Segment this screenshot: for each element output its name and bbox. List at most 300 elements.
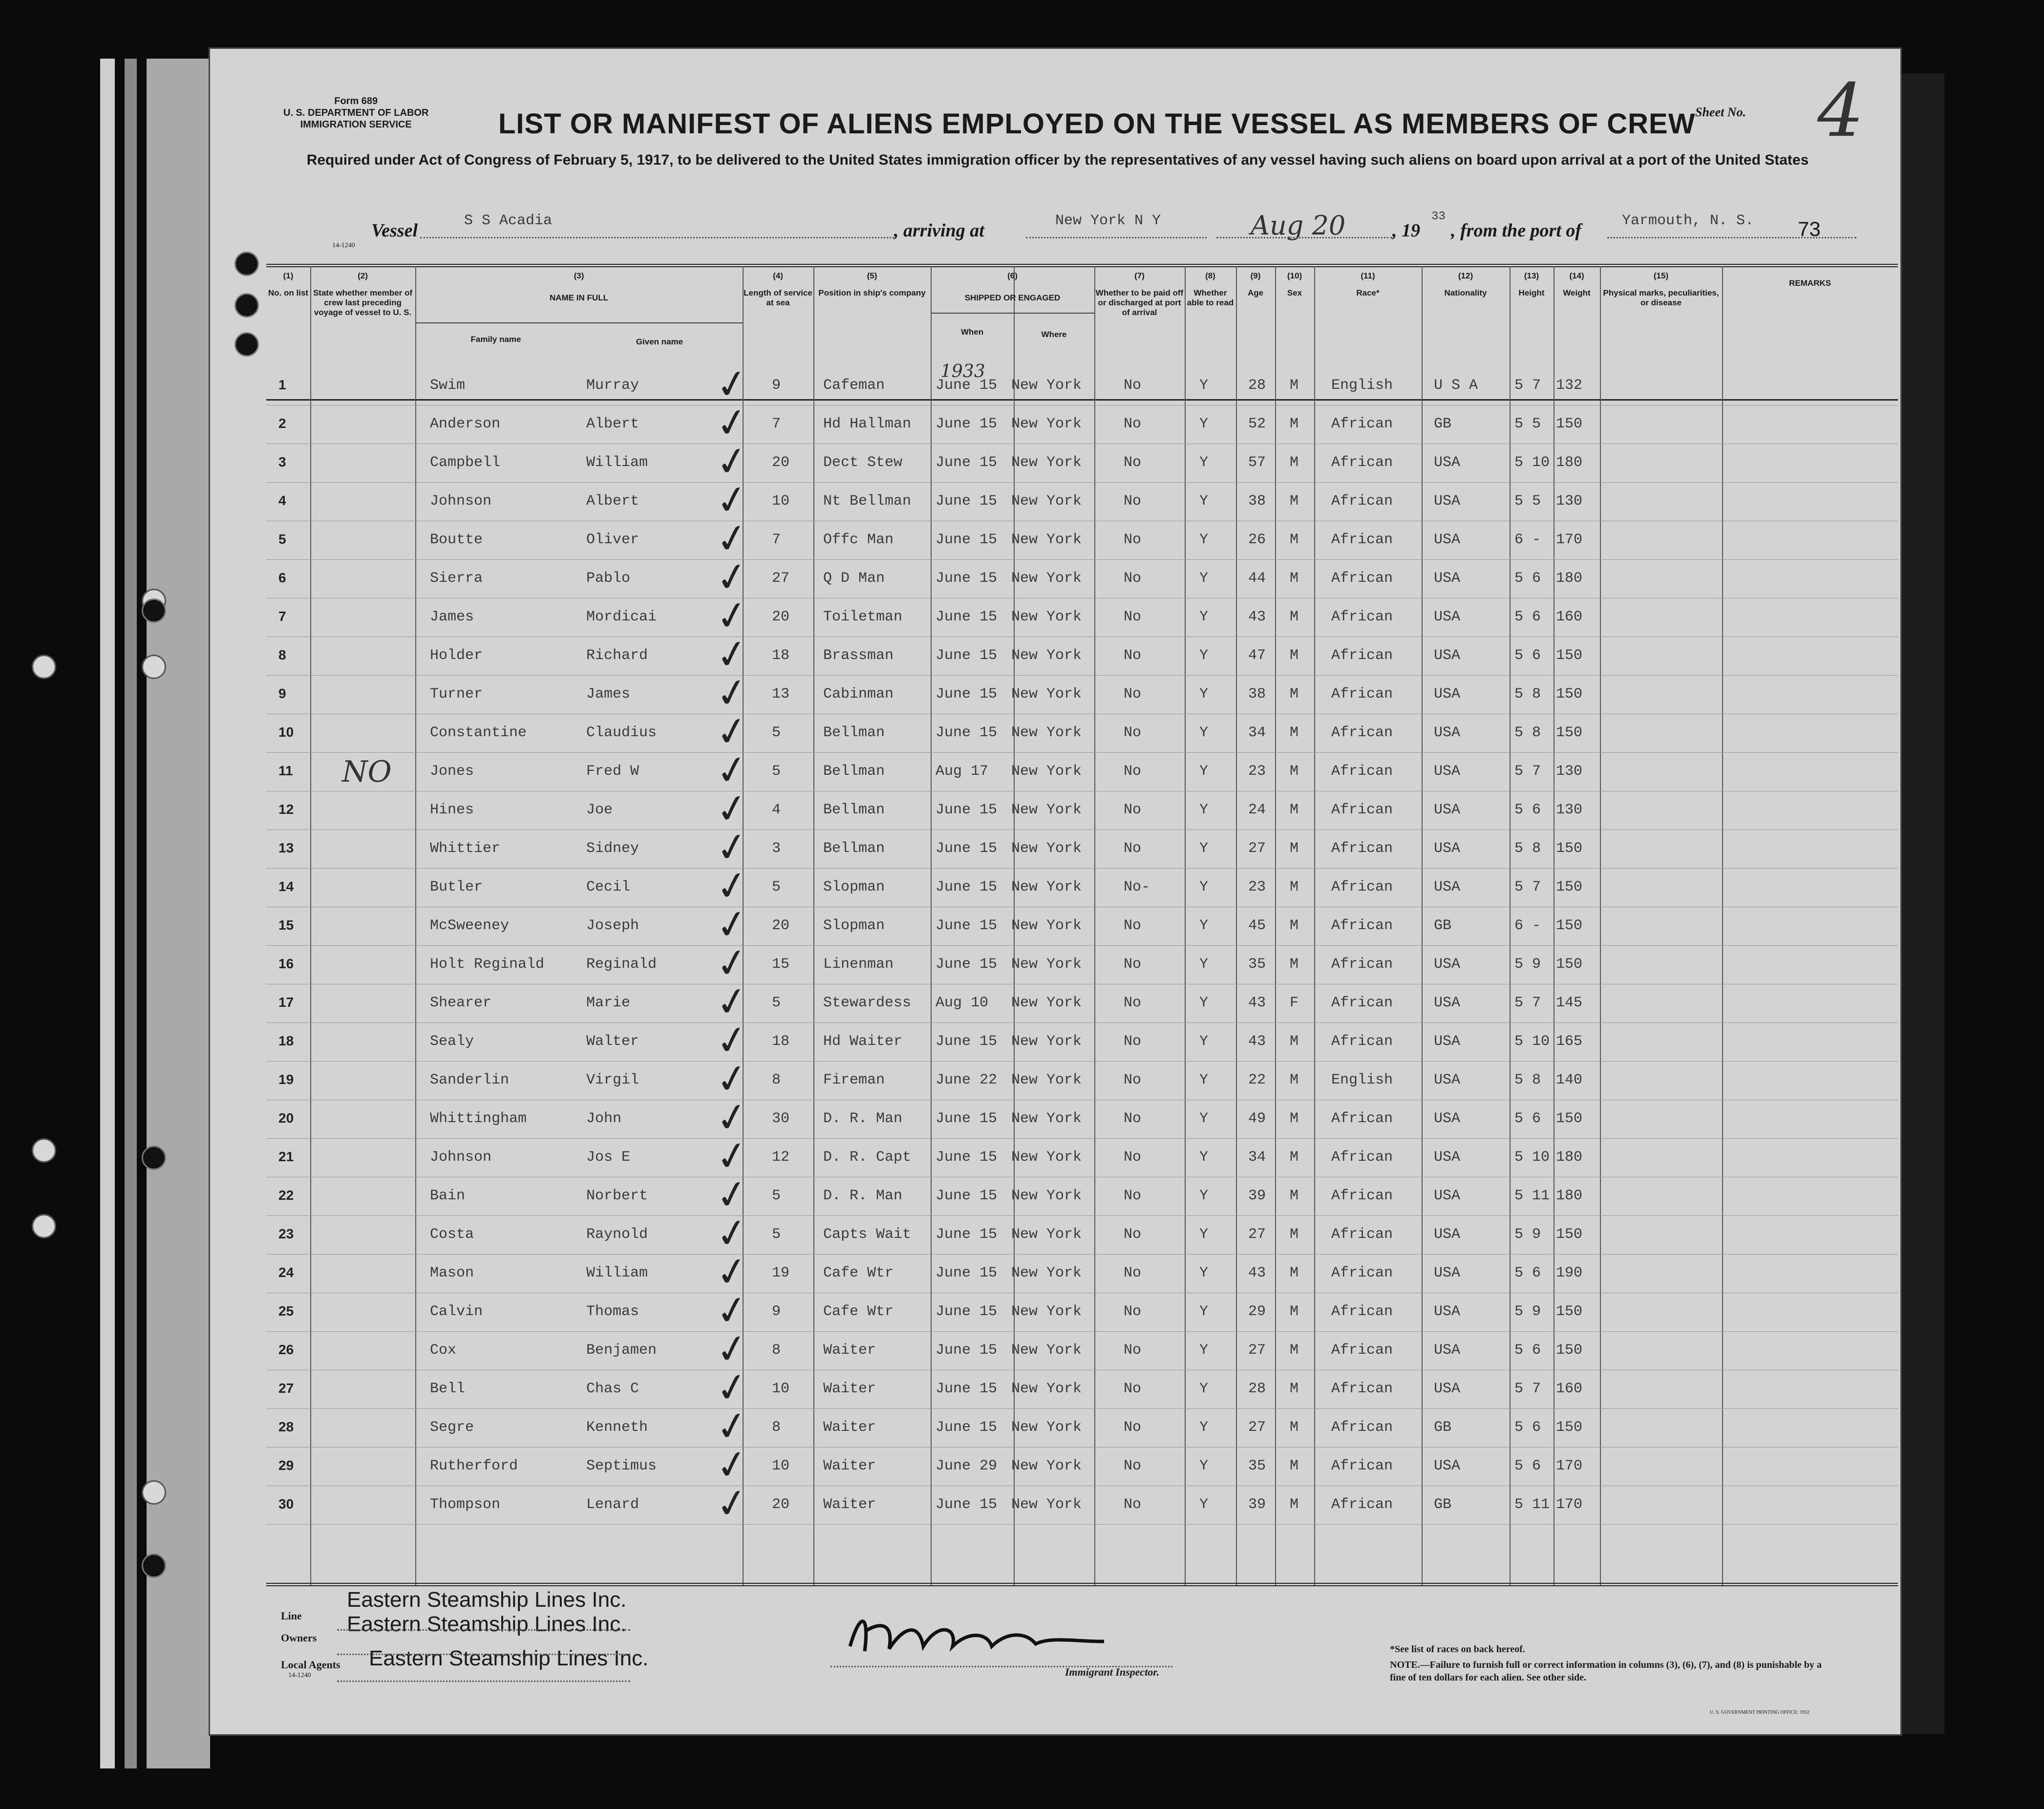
table-row [266,706,1898,757]
column-header-c16 [1722,271,1898,288]
weight: 145 [1556,995,1583,1011]
weight: 170 [1556,532,1583,548]
shipped-when: June 15 [936,1496,998,1513]
sex: M [1290,1419,1299,1436]
shipped-when: June 15 [936,956,998,973]
shipped-when: June 29 [936,1458,998,1474]
height: 5 6 [1514,609,1541,625]
age: 43 [1248,1265,1266,1281]
family-name: Rutherford [430,1458,518,1474]
length-of-service: 15 [772,956,790,973]
height: 5 8 [1514,1072,1541,1088]
weight: 180 [1556,1188,1583,1204]
given-name: Benjamen [586,1342,657,1359]
shipped-where: New York [1011,763,1082,780]
race: African [1331,1342,1393,1359]
sex: M [1290,724,1299,741]
age: 27 [1248,1419,1266,1436]
position: Offc Man [823,532,894,548]
age: 22 [1248,1072,1266,1088]
year-annotation: 1933 [940,362,985,382]
age: 34 [1248,1149,1266,1166]
able-to-read: Y [1199,1303,1209,1320]
family-name: Holder [430,647,483,664]
paid-off: No [1124,724,1142,741]
paid-off: No [1124,995,1142,1011]
owners-stamp: Eastern Steamship Lines Inc. [347,1612,627,1636]
weight: 150 [1556,956,1583,973]
given-name: Oliver [586,532,639,548]
nationality: USA [1434,1149,1461,1166]
shipped-when: June 15 [936,1033,998,1050]
weight: 180 [1556,454,1583,471]
shipped-when: June 15 [936,879,998,895]
column-label: SHIPPED OR ENGAGED [964,293,1061,302]
given-name: Joe [586,802,613,818]
check-mark-icon: ✓ [712,1478,752,1529]
family-name: Anderson [430,416,501,432]
position: Waiter [823,1342,876,1359]
check-mark-icon: ✓ [712,590,752,641]
inspector-label: Immigrant Inspector. [1065,1666,1160,1678]
check-mark-icon: ✓ [712,860,752,912]
paid-off: No [1124,763,1142,780]
position: Hd Hallman [823,416,912,432]
length-of-service: 20 [772,1496,790,1513]
height: 5 7 [1514,1381,1541,1397]
age: 39 [1248,1188,1266,1204]
table-row [266,629,1898,680]
shipped-where: New York [1011,1496,1082,1513]
paid-off: No [1124,570,1142,587]
shipped-where: New York [1011,1110,1082,1127]
table-row [266,1323,1898,1375]
row-number: 13 [278,840,294,855]
age: 26 [1248,532,1266,548]
given-name: Murray [586,377,639,394]
race: African [1331,840,1393,857]
check-mark-icon: ✓ [712,822,752,873]
column-label: Position in ship's company [818,288,926,298]
family-name: Whittingham [430,1110,527,1127]
owners-label: Owners [281,1632,317,1644]
sex: M [1290,686,1299,702]
height: 5 8 [1514,840,1541,857]
position: Slopman [823,917,885,934]
weight: 180 [1556,570,1583,587]
table-row [266,822,1898,873]
family-name: Butler [430,879,483,895]
shipped-where: New York [1011,917,1082,934]
length-of-service: 5 [772,879,781,895]
race: African [1331,1149,1393,1166]
year-suffix: 33 [1431,210,1446,223]
binder-hole [32,1138,56,1163]
given-name: Lenard [586,1496,639,1513]
given-name: Jos E [586,1149,631,1166]
row-number: 22 [278,1188,294,1203]
race: African [1331,1226,1393,1243]
column-number: (5) [867,271,877,280]
race: African [1331,763,1393,780]
column-number: (15) [1653,271,1669,280]
nationality: USA [1434,1072,1461,1088]
shipped-when: June 15 [936,532,998,548]
paid-off: No [1124,956,1142,973]
check-mark-icon: ✓ [712,1208,752,1259]
from-port-label: , from the port of [1451,220,1582,241]
row-number: 19 [278,1072,294,1087]
row-number: 14 [278,879,294,894]
row-number: 27 [278,1381,294,1396]
column-header-c3 [415,271,743,303]
shipped-when: June 22 [936,1072,998,1088]
shipped-where: New York [1011,724,1082,741]
table-row [266,1362,1898,1413]
year-prefix: , 19 [1392,220,1420,241]
binder-hole [142,1554,166,1578]
race: African [1331,570,1393,587]
age: 35 [1248,956,1266,973]
length-of-service: 8 [772,1419,781,1436]
length-of-service: 20 [772,454,790,471]
column-label: Length of service at sea [744,288,812,307]
table-row [266,1015,1898,1066]
shipped-where: New York [1011,1226,1082,1243]
able-to-read: Y [1199,1072,1209,1088]
length-of-service: 27 [772,570,790,587]
weight: 140 [1556,1072,1583,1088]
line-label: Line [281,1610,302,1622]
sex: M [1290,956,1299,973]
able-to-read: Y [1199,1265,1209,1281]
column-header-c9 [1236,271,1275,298]
column-header-c14 [1554,271,1600,298]
column-label: Nationality [1444,288,1487,298]
given-name: Reginald [586,956,657,973]
page-title: LIST OR MANIFEST OF ALIENS EMPLOYED ON THE VESSEL AS MEMBERS OF CREW [498,108,1696,140]
shipped-where: New York [1011,647,1082,664]
arriving-port: New York N Y [1055,213,1161,229]
check-mark-icon: ✓ [712,1362,752,1413]
column-label: Height [1518,288,1545,298]
able-to-read: Y [1199,1149,1209,1166]
shipped-where: New York [1011,1381,1082,1397]
race: African [1331,1419,1393,1436]
height: 5 6 [1514,647,1541,664]
shipped-where: New York [1011,1265,1082,1281]
previous-voyage: NO [342,755,392,789]
height: 5 7 [1514,879,1541,895]
family-name: Holt Reginald [430,956,545,973]
column-number: (4) [773,271,783,280]
race: African [1331,956,1393,973]
position: Bellman [823,802,885,818]
shipped-when: June 15 [936,416,998,432]
binder-strip-page [147,59,210,1768]
paid-off: No [1124,840,1142,857]
race: African [1331,1381,1393,1397]
paid-off: No [1124,454,1142,471]
weight: 180 [1556,1149,1583,1166]
length-of-service: 9 [772,377,781,394]
race: African [1331,1265,1393,1281]
table-row [266,590,1898,641]
row-number: 17 [278,995,294,1010]
shipped-where: New York [1011,416,1082,432]
height: 5 5 [1514,493,1541,510]
inspector-signature [840,1602,1114,1666]
paid-off: No [1124,1072,1142,1088]
weight: 150 [1556,1226,1583,1243]
sex: M [1290,532,1299,548]
column-number: (8) [1205,271,1215,280]
family-name: Constantine [430,724,527,741]
nationality: USA [1434,840,1461,857]
nationality: GB [1434,416,1452,432]
length-of-service: 20 [772,609,790,625]
given-name: Walter [586,1033,639,1050]
race: African [1331,416,1393,432]
nationality: USA [1434,1226,1461,1243]
position: Bellman [823,763,885,780]
able-to-read: Y [1199,493,1209,510]
column-label: State whether member of crew last preceding voyage of vessel to U. S. [313,288,413,317]
family-name: Johnson [430,493,492,510]
age: 24 [1248,802,1266,818]
given-name: Claudius [586,724,657,741]
shipped-where: New York [1011,995,1082,1011]
nationality: USA [1434,1033,1461,1050]
paid-off: No- [1124,879,1150,895]
check-mark-icon: ✓ [712,1439,752,1490]
check-mark-icon: ✓ [712,359,752,410]
paid-off: No [1124,1342,1142,1359]
table-row [266,1478,1898,1529]
check-mark-icon: ✓ [712,1285,752,1336]
sex: M [1290,570,1299,587]
column-label: Whether to be paid off or discharged at port of arrival [1095,288,1184,317]
race: African [1331,917,1393,934]
nationality: USA [1434,763,1461,780]
column-label: Race* [1356,288,1380,298]
nationality: USA [1434,995,1461,1011]
position: Cafe Wtr [823,1303,894,1320]
given-name: Raynold [586,1226,648,1243]
row-number: 3 [278,454,286,469]
able-to-read: Y [1199,1188,1209,1204]
race: African [1331,1110,1393,1127]
height: 6 - [1514,532,1541,548]
given-name: Marie [586,995,631,1011]
height: 5 6 [1514,570,1541,587]
paid-off: No [1124,802,1142,818]
column-label: No. on list [268,288,309,298]
binder-hole [32,655,56,679]
weight: 130 [1556,493,1583,510]
given-name: William [586,454,648,471]
check-mark-icon: ✓ [712,667,752,719]
position: Slopman [823,879,885,895]
paid-off: No [1124,1149,1142,1166]
age: 29 [1248,1303,1266,1320]
family-name: Boutte [430,532,483,548]
shipped-when: June 15 [936,917,998,934]
weight: 170 [1556,1458,1583,1474]
nationality: USA [1434,570,1461,587]
shipped-where: New York [1011,532,1082,548]
position: Cabinman [823,686,894,702]
family-name: Thompson [430,1496,501,1513]
paid-off: No [1124,609,1142,625]
table-row [266,1246,1898,1298]
row-number: 6 [278,570,286,585]
sex: M [1290,1303,1299,1320]
column-header-c11 [1314,271,1422,298]
length-of-service: 10 [772,493,790,510]
age: 27 [1248,1342,1266,1359]
height: 5 9 [1514,1303,1541,1320]
nationality: USA [1434,609,1461,625]
family-name: Calvin [430,1303,483,1320]
weight: 150 [1556,879,1583,895]
given-name: James [586,686,631,702]
check-mark-icon: ✓ [712,513,752,564]
height: 5 6 [1514,1419,1541,1436]
able-to-read: Y [1199,454,1209,471]
age: 43 [1248,995,1266,1011]
shipped-where: New York [1011,377,1082,394]
able-to-read: Y [1199,1226,1209,1243]
vessel-name: S S Acadia [464,213,553,229]
length-of-service: 5 [772,995,781,1011]
paid-off: No [1124,1188,1142,1204]
check-mark-icon: ✓ [712,436,752,487]
binder-hole [234,252,259,276]
family-name: Bain [430,1188,466,1204]
position: Waiter [823,1458,876,1474]
length-of-service: 18 [772,647,790,664]
sex: M [1290,1072,1299,1088]
shipped-where: New York [1011,802,1082,818]
family-name: Sanderlin [430,1072,510,1088]
paid-off: No [1124,1458,1142,1474]
position: Cafe Wtr [823,1265,894,1281]
given-name: Joseph [586,917,639,934]
sex: M [1290,1188,1299,1204]
column-label: Whether able to read [1187,288,1234,307]
arrival-date: Aug 20 [1251,210,1346,241]
row-number: 20 [278,1110,294,1126]
able-to-read: Y [1199,840,1209,857]
position: D. R. Man [823,1188,903,1204]
height: 5 10 [1514,1149,1550,1166]
family-name: Shearer [430,995,492,1011]
weight: 160 [1556,1381,1583,1397]
column-number: (13) [1524,271,1539,280]
race: English [1331,377,1393,394]
given-name: Mordicai [586,609,657,625]
column-header-c1 [266,271,310,298]
nationality: USA [1434,647,1461,664]
able-to-read: Y [1199,647,1209,664]
column-label: Weight [1563,288,1591,298]
nationality: USA [1434,802,1461,818]
nationality: USA [1434,532,1461,548]
race: African [1331,995,1393,1011]
given-name: Kenneth [586,1419,648,1436]
age: 23 [1248,763,1266,780]
position: Toiletman [823,609,903,625]
vessel-label: Vessel [371,220,418,241]
sex: M [1290,1458,1299,1474]
given-name: Norbert [586,1188,648,1204]
given-name: Sidney [586,840,639,857]
from-port: Yarmouth, N. S. [1622,213,1754,229]
sex: M [1290,493,1299,510]
given-name: Fred W [586,763,639,780]
form-number: Form 689 [334,96,378,106]
able-to-read: Y [1199,377,1209,394]
able-to-read: Y [1199,570,1209,587]
weight: 150 [1556,1342,1583,1359]
column-header-c12 [1422,271,1510,298]
column-label: Age [1247,288,1264,298]
group-rule [415,322,743,323]
line-stamp: Eastern Steamship Lines Inc. [347,1588,627,1612]
length-of-service: 7 [772,532,781,548]
binder-strip-left [100,59,115,1768]
form-code: 14-1240 [332,242,355,249]
table-row [266,976,1898,1027]
length-of-service: 5 [772,1226,781,1243]
weight: 165 [1556,1033,1583,1050]
age: 38 [1248,686,1266,702]
check-mark-icon: ✓ [712,745,752,796]
race: African [1331,724,1393,741]
weight: 150 [1556,1419,1583,1436]
row-number: 24 [278,1265,294,1280]
able-to-read: Y [1199,1342,1209,1359]
position: Bellman [823,724,885,741]
race: African [1331,1188,1393,1204]
sex: M [1290,416,1299,432]
family-name: Johnson [430,1149,492,1166]
nationality: USA [1434,454,1461,471]
row-number: 23 [278,1226,294,1241]
paid-off: No [1124,416,1142,432]
family-name: Bell [430,1381,466,1397]
shipped-when: Aug 10 [936,995,989,1011]
length-of-service: 18 [772,1033,790,1050]
shipped-where: New York [1011,1033,1082,1050]
shipped-where: New York [1011,570,1082,587]
table-footer-rule [266,1583,1898,1586]
weight: 150 [1556,1110,1583,1127]
paid-off: No [1124,493,1142,510]
age: 45 [1248,917,1266,934]
table-row [266,899,1898,950]
row-number: 2 [278,416,286,431]
position: Waiter [823,1381,876,1397]
shipped-when: June 15 [936,1265,998,1281]
height: 5 7 [1514,995,1541,1011]
check-mark-icon: ✓ [712,1246,752,1298]
height: 5 6 [1514,1265,1541,1281]
paid-off: No [1124,532,1142,548]
weight: 150 [1556,840,1583,857]
length-of-service: 3 [772,840,781,857]
